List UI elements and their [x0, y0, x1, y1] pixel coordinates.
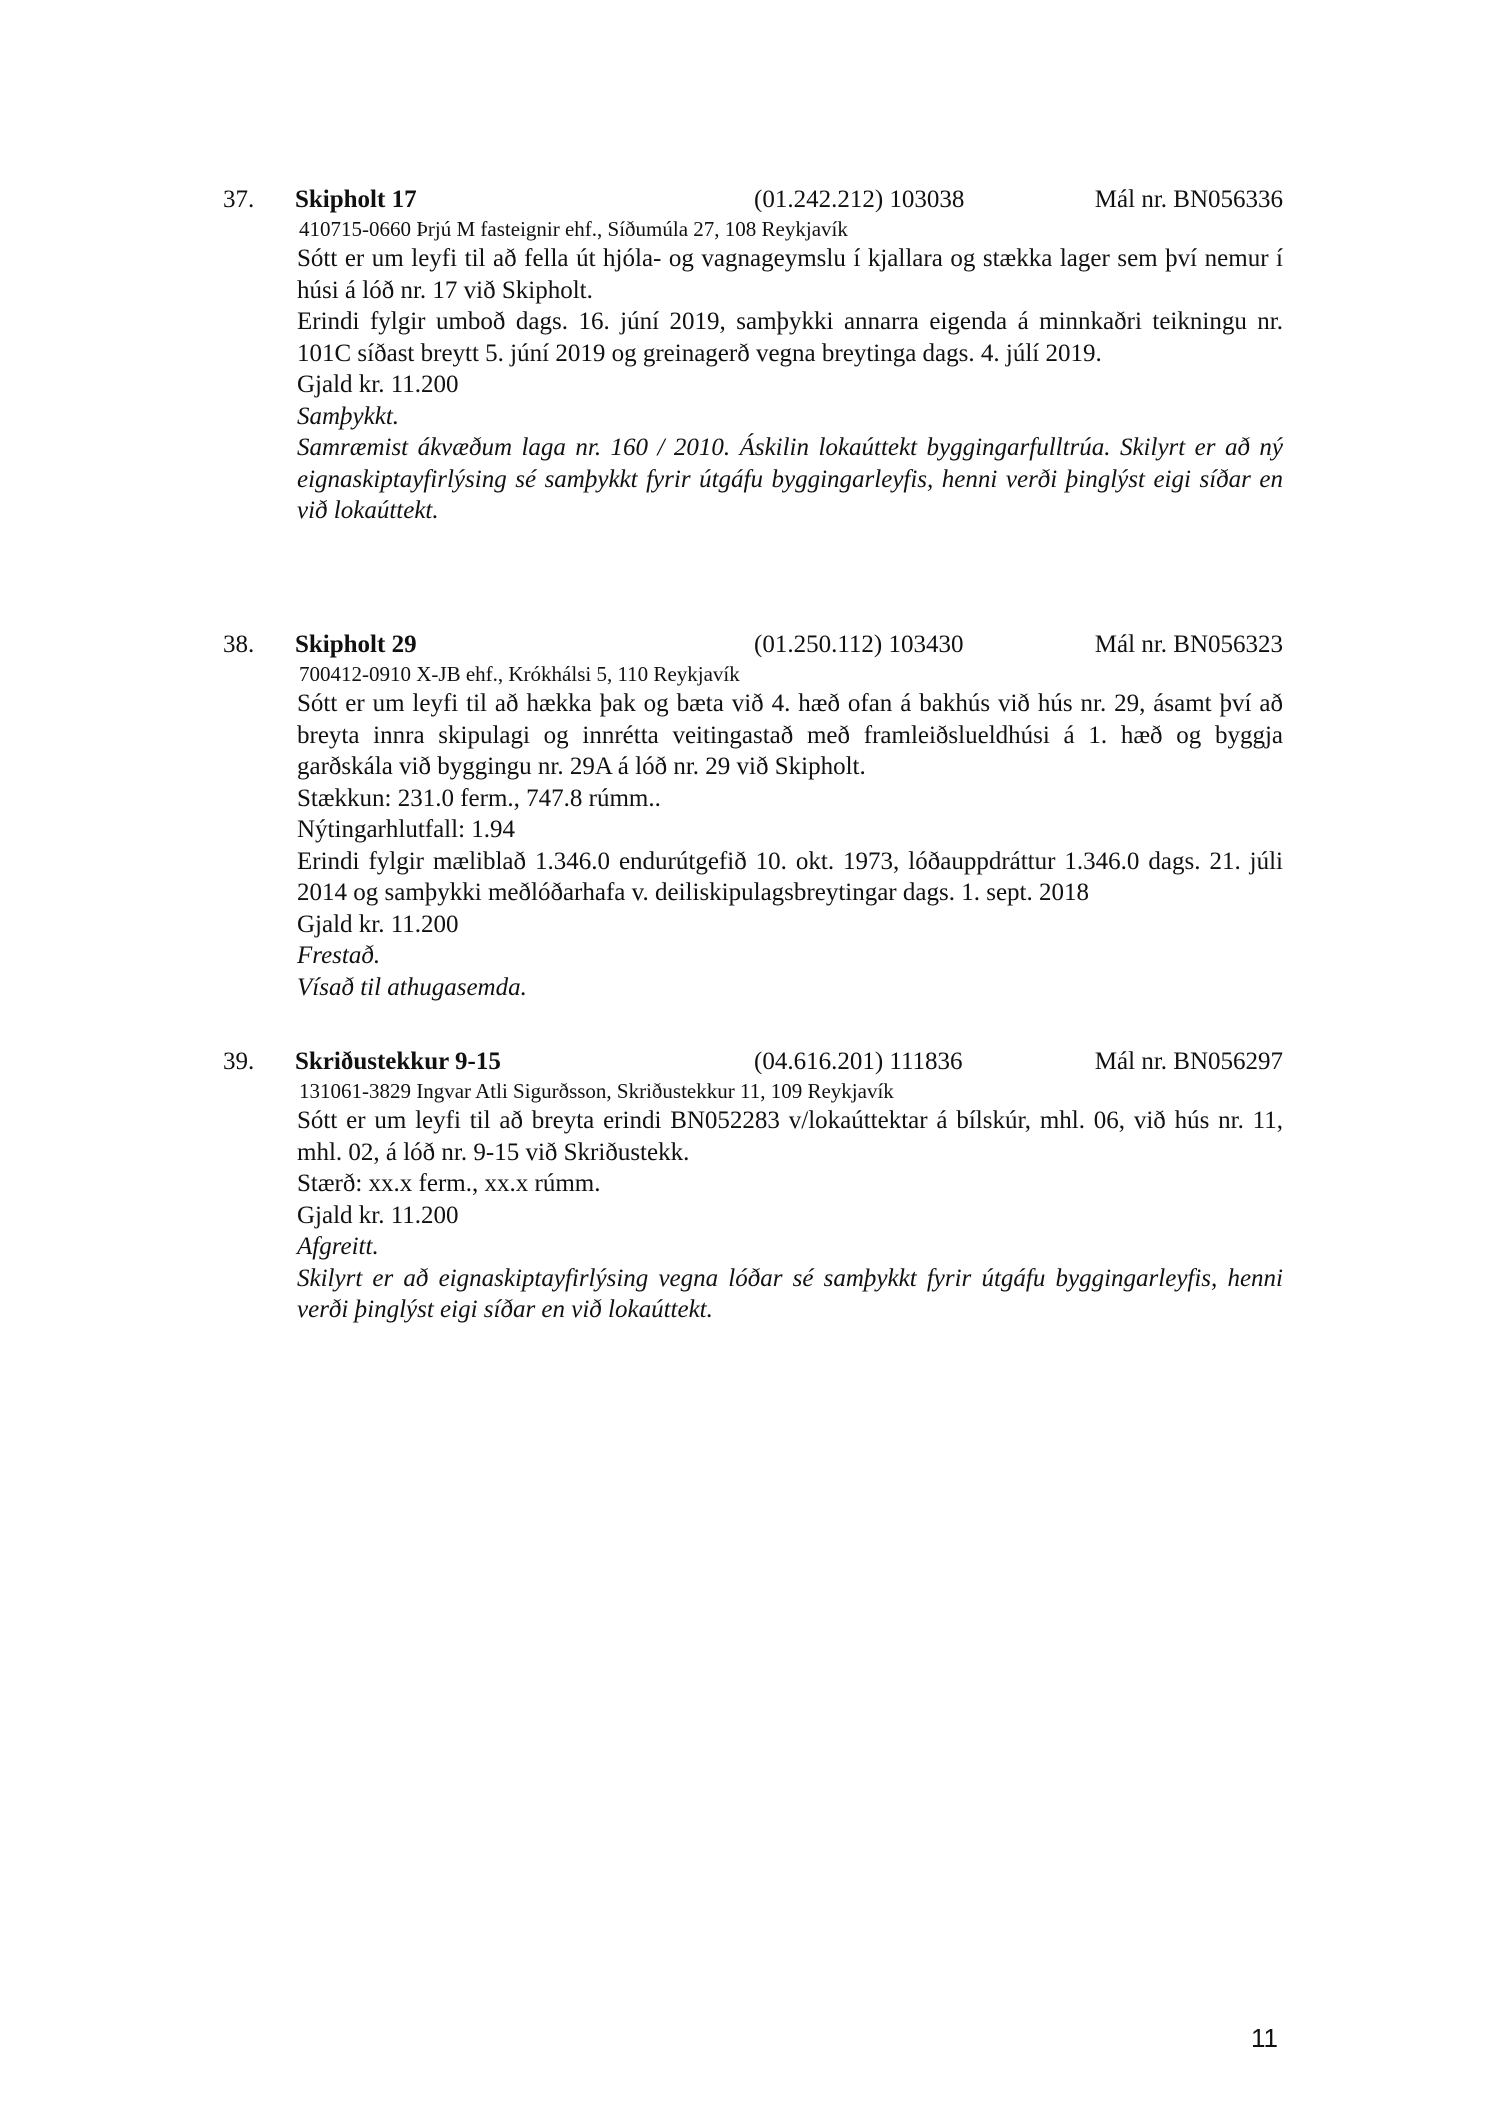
entry-fee: Gjald kr. 11.200	[297, 371, 459, 398]
entry-body	[297, 1078, 1283, 1326]
entry-description: Sótt er um leyfi til að hækka þak og bæta við 4. hæð ofan á bakhús við hús nr. 29, ásamt því að breyta innra skipulagi og innrétta veitingastað með framleiðslueldhúsi á 1. hæð og byggja garðskála við byggingu nr. 29A á lóð nr. 29 við Skipholt.	[297, 690, 1283, 780]
page-number: 11	[1251, 2023, 1278, 2053]
entry-description: Sótt er um leyfi til að fella út hjóla- og vagnageymslu í kjallara og stækka lager sem því nemur í húsi á lóð nr. 17 við Skipholt.	[297, 245, 1283, 304]
entry-detail: Stærð: xx.x ferm., xx.x rúmm.	[297, 1170, 601, 1197]
entry-body	[297, 661, 1283, 1003]
entry-detail: Erindi fylgir umboð dags. 16. júní 2019, samþykki annarra eigenda á minnkaðri teikningu nr. 101C síðast breytt 5. júní 2019 og greinagerð vegna breytinga dags. 4. júlí 2019.	[297, 308, 1283, 367]
entry-case-number: Mál nr. BN056336	[1094, 186, 1283, 213]
entry-detail: Stækkun: 231.0 ferm., 747.8 rúmm..	[297, 784, 661, 812]
entry-case-number: Mál nr. BN056323	[1094, 631, 1283, 658]
entry-owner: 410715-0660 Þrjú M fasteignir ehf., Síðumúla 27, 108 Reykjavík	[299, 217, 848, 241]
entry-header	[223, 628, 1283, 661]
entry-description: Sótt er um leyfi til að breyta erindi BN052283 v/lokaúttektar á bílskúr, mhl. 06, við hús nr. 11, mhl. 02, á lóð nr. 9-15 við Skriðustekk.	[297, 1107, 1283, 1166]
entry-header	[223, 183, 1283, 216]
entry-header	[223, 1045, 1283, 1078]
agenda-entry	[223, 628, 1283, 1003]
entry-land-reference: (01.242.212) 103038	[754, 186, 965, 213]
entry-decision: Afgreitt.	[297, 1233, 379, 1260]
entry-fee: Gjald kr. 11.200	[297, 910, 459, 938]
entry-title: Skipholt 17	[295, 186, 417, 213]
entry-case-number: Mál nr. BN056297	[1094, 1048, 1283, 1075]
entry-owner: 700412-0910 X-JB ehf., Krókhálsi 5, 110 Reykjavík	[299, 662, 740, 686]
entry-detail: Erindi fylgir mæliblað 1.346.0 endurútgefið 10. okt. 1973, lóðauppdráttur 1.346.0 dags. 21. júli 2014 og samþykki meðlóðarhafa v. deiliskipulagsbreytingar dags. 1. sept. 2018	[297, 847, 1283, 906]
entry-number: 37.	[223, 186, 255, 213]
entry-detail: Nýtingarhlutfall: 1.94	[297, 816, 516, 843]
entry-land-reference: (01.250.112) 103430	[754, 631, 964, 658]
entry-title: Skriðustekkur 9-15	[295, 1048, 501, 1075]
agenda-entry	[223, 1045, 1283, 1326]
entry-owner: 131061-3829 Ingvar Atli Sigurðsson, Skriðustekkur 11, 109 Reykjavík	[299, 1079, 894, 1103]
entry-land-reference: (04.616.201) 111836	[754, 1048, 963, 1075]
entry-body	[297, 216, 1283, 527]
entry-decision: Samþykkt.	[297, 402, 400, 430]
entry-number: 38.	[223, 631, 255, 658]
entry-number: 39.	[223, 1048, 255, 1075]
entry-decision: Frestað.	[297, 942, 381, 969]
agenda-entry	[223, 183, 1283, 527]
entry-notes: Skilyrt er að eignaskiptayfirlýsing vegna lóðar sé samþykkt fyrir útgáfu byggingarleyfis, henni verði þinglýst eigi síðar en við lokaúttekt.	[297, 1264, 1283, 1323]
entry-notes: Vísað til athugasemda.	[297, 973, 527, 1001]
entry-title: Skipholt 29	[295, 631, 417, 658]
entry-fee: Gjald kr. 11.200	[297, 1201, 459, 1229]
entry-notes: Samræmist ákvæðum laga nr. 160 / 2010. Áskilin lokaúttekt byggingarfulltrúa. Skilyrt er að ný eignaskiptayfirlýsing sé samþykkt fyrir útgáfu byggingarleyfis, henni verði þinglýst eigi síðar en við lokaúttekt.	[297, 434, 1283, 524]
